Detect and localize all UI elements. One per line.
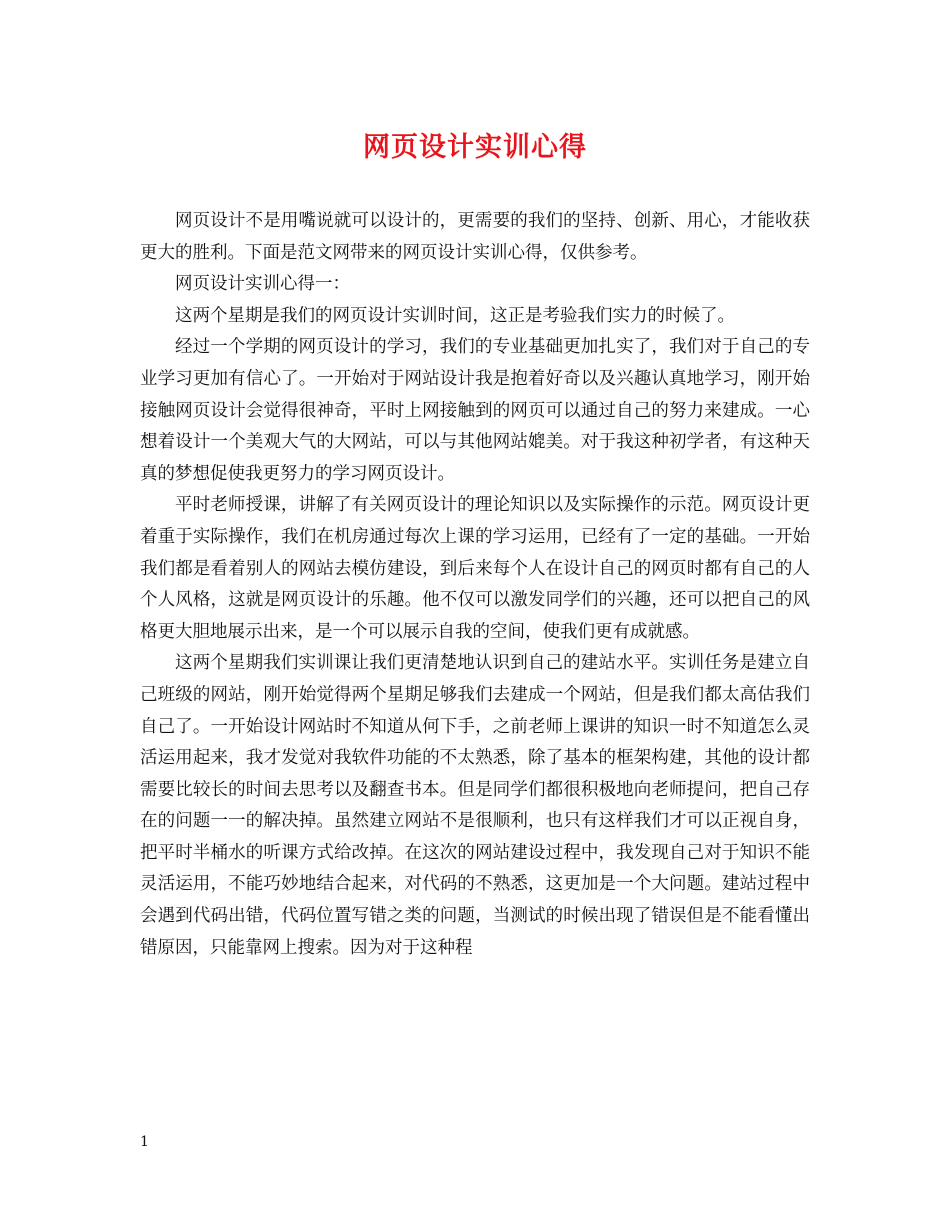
paragraph-4: 这两个星期我们实训课让我们更清楚地认识到自己的建站水平。实训任务是建立自己班级的网站，刚开始觉得两个星期足够我们去建成一个网站，但是我们都太高估我们自己了。一开始设计网站时不知道从何下手，之前老师上课讲的知识一时不知道怎么灵活运用起来，我才发觉对我软件功能的不太熟悉，除了基本的框架构建，其他的设计都需要比较长的时间去思考以及翻查书本。但是同学们都很积极地向老师提问，把自己存在的问题一一的解决掉。虽然建立网站不是很顺利，也只有这样我们才可以正视自身，把平时半桶水的听课方式给改掉。在这次的网站建设过程中，我发现自己对于知识不能灵活运用，不能巧妙地结合起来，对代码的不熟悉，这更加是一个大问题。建站过程中会遇到代码出错，代码位置写错之类的问题，当测试的时候出现了错误但是不能看懂出错原因，只能靠网上搜索。因为对于这种程: [140, 653, 810, 958]
paragraph-3: 平时老师授课，讲解了有关网页设计的理论知识以及实际操作的示范。网页设计更着重于实际操作，我们在机房通过每次上课的学习运用，已经有了一定的基础。一开始我们都是看着别人的网站去模仿建设，到后来每个人在设计自己的网页时都有自己的人个人风格，这就是网页设计的乐趣。他不仅可以激发同学们的兴趣，还可以把自己的风格更大胆地展示出来，是一个可以展示自我的空间，使我们更有成就感。: [140, 495, 810, 642]
paragraph-1: 这两个星期是我们的网页设计实训时间，这正是考验我们实力的时候了。: [175, 305, 735, 326]
paragraph-intro: 网页设计不是用嘴说就可以设计的，更需要的我们的坚持、创新、用心，才能收获更大的胜利。下面是范文网带来的网页设计实训心得，仅供参考。: [140, 211, 810, 263]
document-body: [140, 206, 810, 964]
document-title: 网页设计实训心得: [363, 132, 587, 163]
paragraph-2: 经过一个学期的网页设计的学习，我们的专业基础更加扎实了，我们对于自己的专业学习更加有信心了。一开始对于网站设计我是抱着好奇以及兴趣认真地学习，刚开始接触网页设计会觉得很神奇，平时上网接触到的网页可以通过自己的努力来建成。一心想着设计一个美观大气的大网站，可以与其他网站媲美。对于我这种初学者，有这种天真的梦想促使我更努力的学习网页设计。: [140, 337, 810, 484]
page-number: 1: [140, 1134, 149, 1150]
paragraph-section-heading: 网页设计实训心得一：: [175, 274, 350, 295]
